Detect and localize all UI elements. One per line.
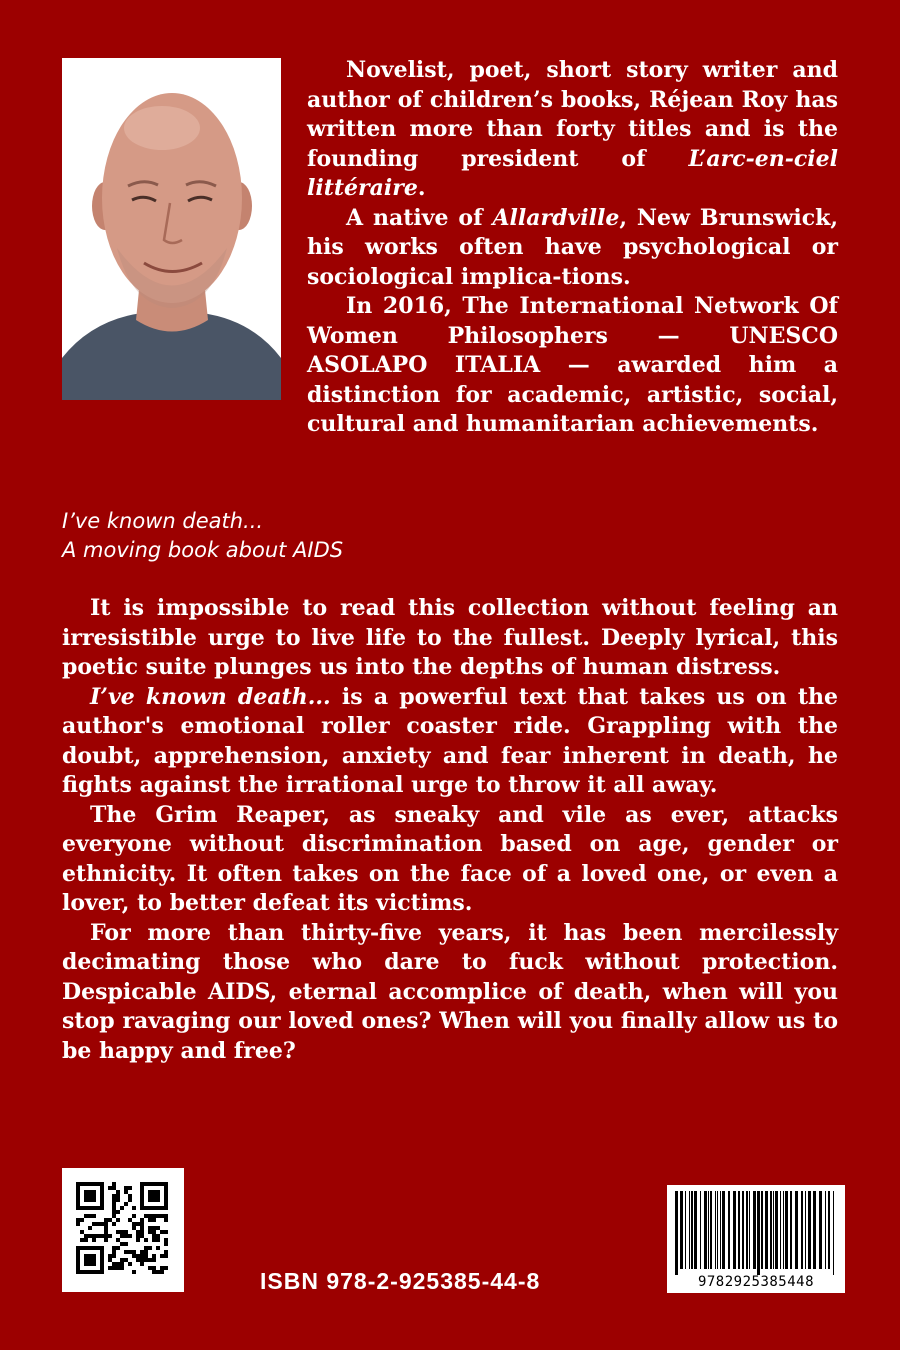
blurb-paragraph: It is impossible to read this collection without feeling an irresistible urge to live life to the fullest. Deeply lyrical, this poetic suite plunges us into the depths of human distress. [62, 595, 838, 680]
author-bio [307, 56, 838, 440]
blurb-paragraph: For more than thirty-five years, it has been mercilessly decimating those who dare to fuck without protection. Despicable AIDS, eternal accomplice of death, when will you stop ravaging our loved ones? When will you finally allow us to be happy and free? [62, 919, 838, 1064]
author-photo [62, 58, 281, 400]
blurb-paragraph: The Grim Reaper, as sneaky and vile as ever, attacks everyone without discrimination based on age, gender or ethnicity. It often takes on the face of a loved one, or even a lover, to better defeat its victims. [62, 801, 838, 916]
bio-text: , New Brunswick, his works often have psychological or sociological implica-tions. [307, 204, 839, 290]
tagline [62, 507, 562, 565]
blurb-paragraph [62, 683, 838, 801]
book-title: I’ve known death... [90, 683, 331, 710]
bio-text: . [417, 175, 426, 201]
book-blurb [62, 594, 838, 1066]
qr-code-icon [62, 1168, 184, 1292]
barcode-icon [667, 1185, 845, 1293]
tagline-subtitle: A moving book about AIDS [62, 538, 344, 562]
isbn-text: ISBN 978-2-925385-44-8 [260, 1268, 541, 1294]
blurb-text: is a powerful text that takes us on the author's emotional roller coaster ride. Grappling with the doubt, apprehension, anxiety and fear inherent in death, he fights against the irrational urge to throw it all away. [62, 683, 838, 798]
tagline-title: I’ve known death... [62, 509, 264, 533]
bio-paragraph [307, 56, 838, 204]
organization-name: L’arc-en-ciel littéraire [307, 145, 838, 201]
barcode-digits: 9782925385448 [697, 1274, 815, 1290]
bio-paragraph [307, 204, 838, 293]
bio-paragraph: In 2016, The International Network Of Women Philosophers — UNESCO ASOLAPO ITALIA — awarded him a distinction for academic, artistic, social, cultural and humanitarian achievements. [307, 293, 838, 437]
hometown-name: Allardville [492, 204, 620, 231]
bio-text: Novelist, poet, short story writer and author of children’s books, Réjean Roy has written more than forty titles and is the founding president of [307, 57, 838, 172]
qr-code-graphic [62, 1168, 184, 1292]
bio-text: A native of [346, 204, 493, 231]
author-portrait-icon [62, 58, 281, 400]
